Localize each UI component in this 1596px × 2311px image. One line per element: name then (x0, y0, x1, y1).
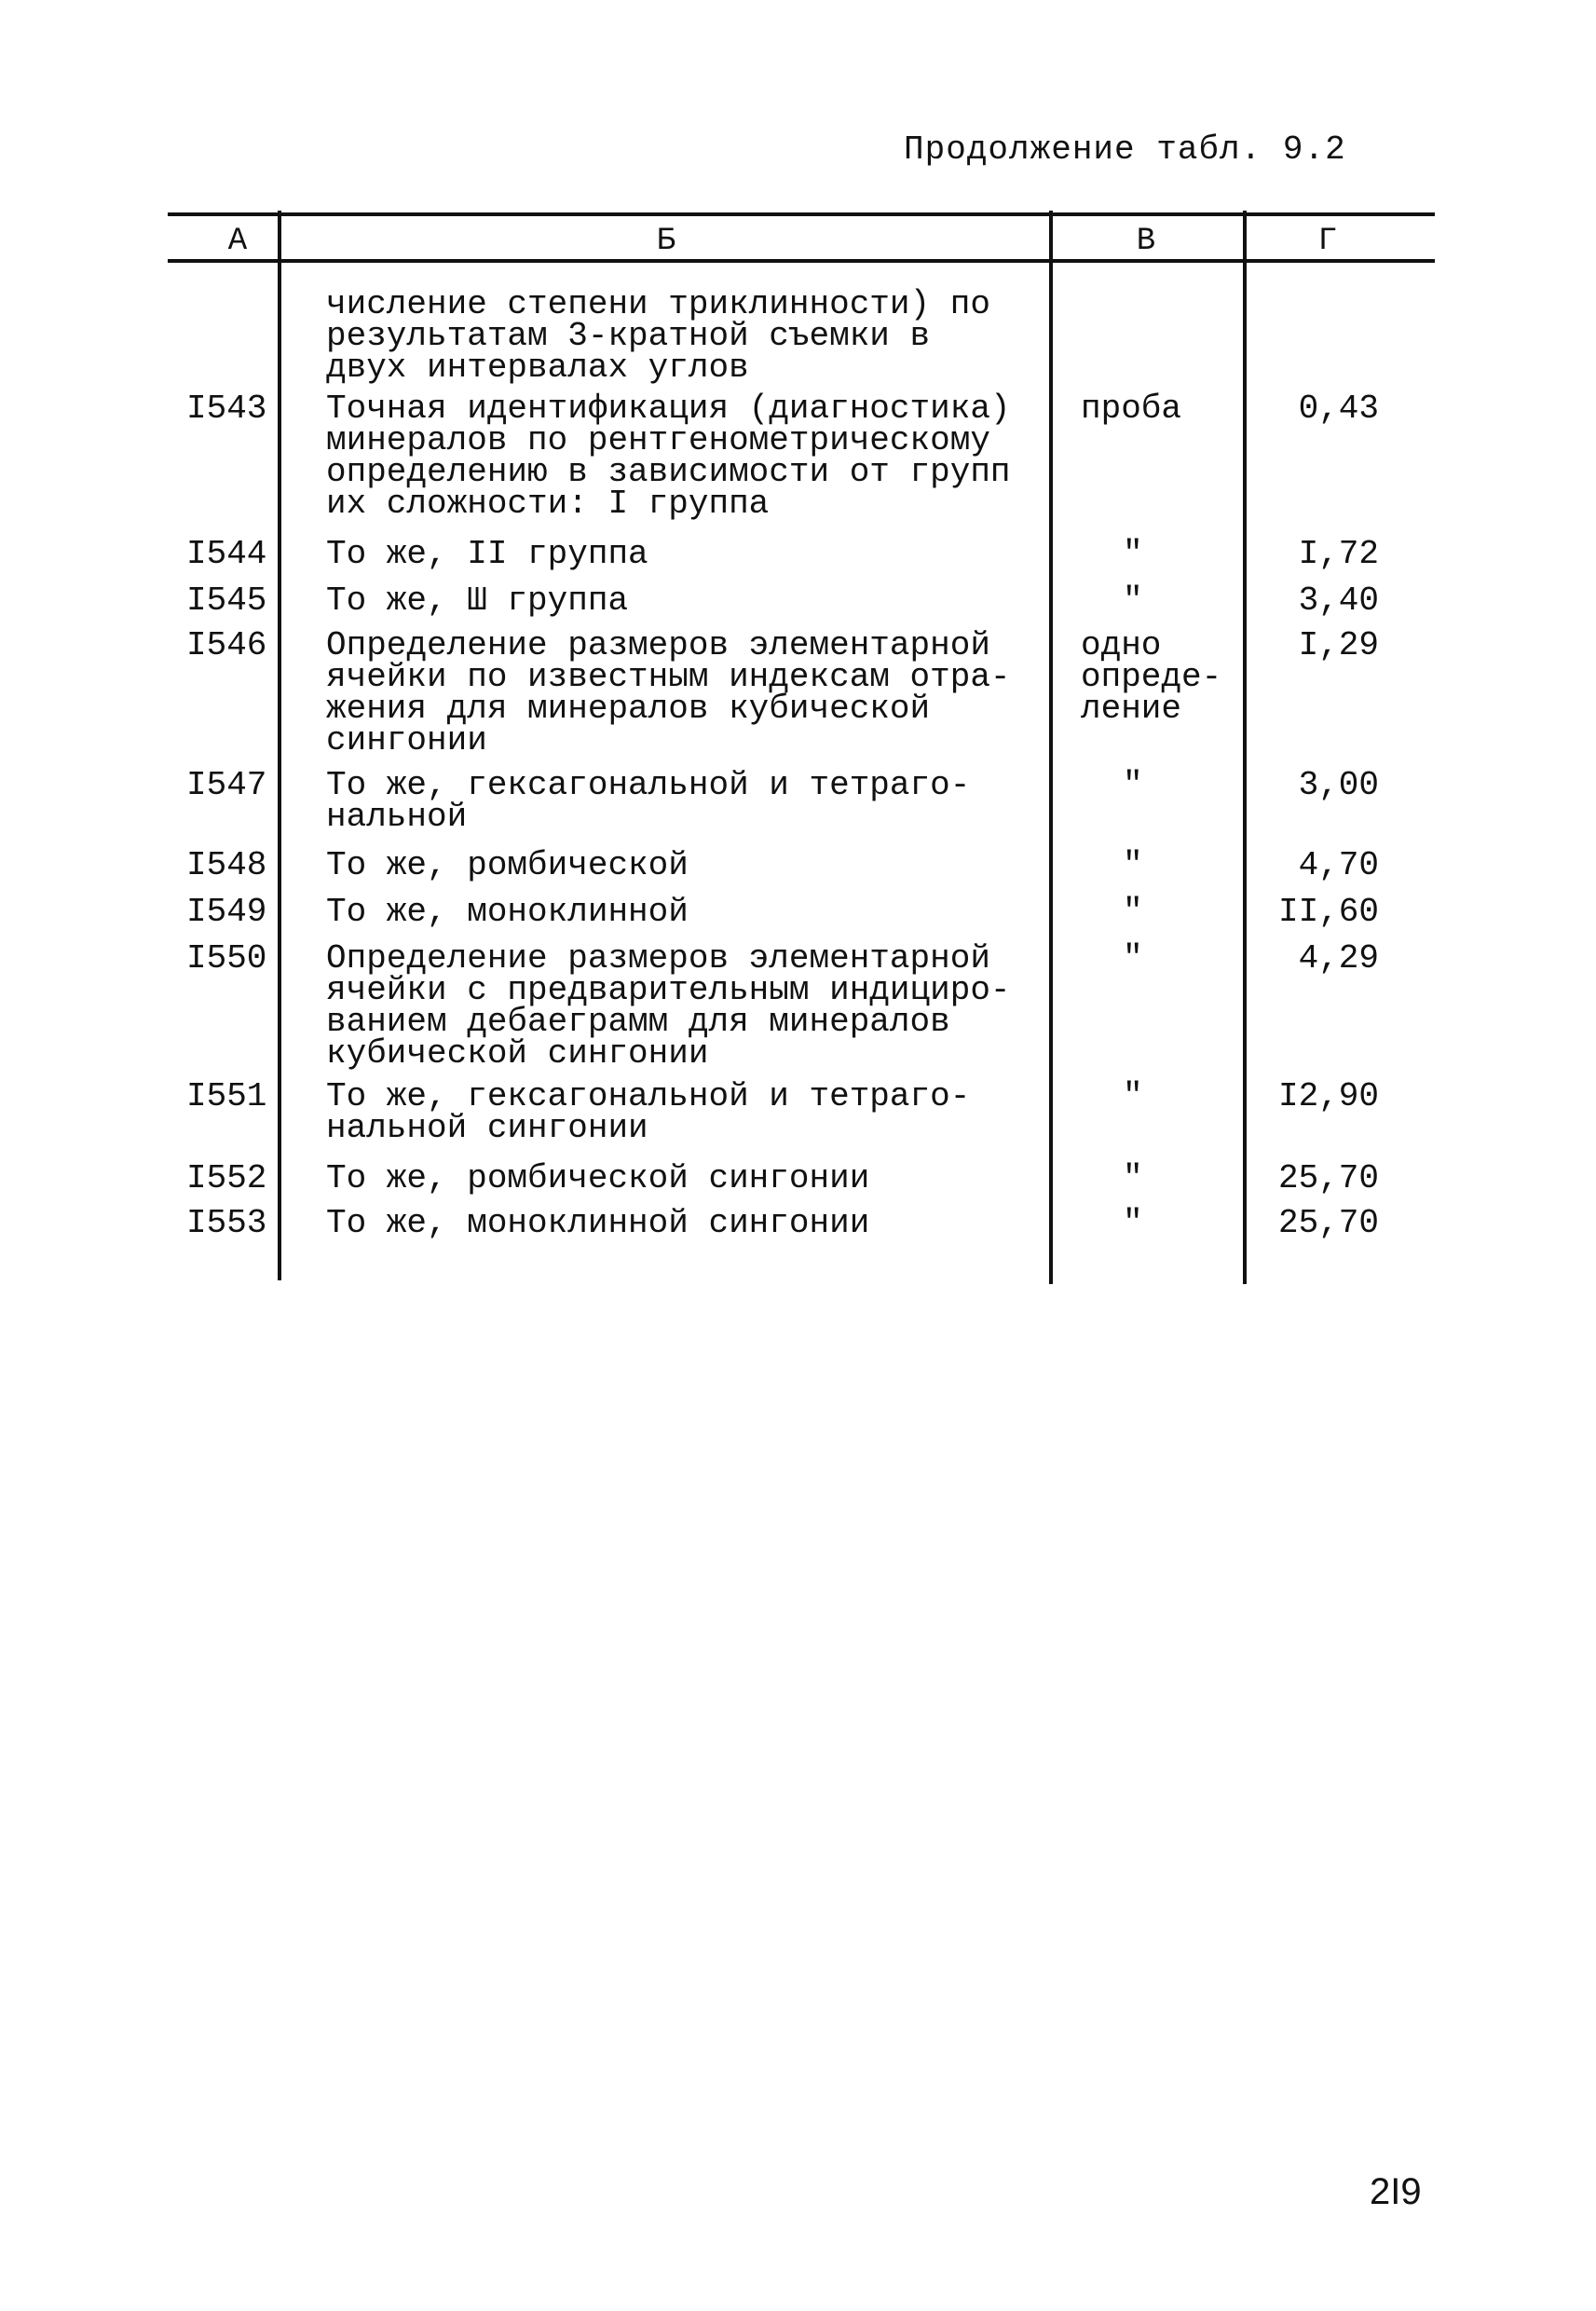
row-price: I2,90 (1277, 1077, 1379, 1115)
row-price: 3,00 (1298, 766, 1379, 804)
row-price: 4,29 (1298, 939, 1379, 978)
row-number: I547 (186, 766, 267, 804)
row-price: 4,70 (1298, 846, 1379, 884)
row-description: Определение размеров элементарной ячейки с предварительным индициро- ванием дебаеграмм для минералов кубической сингонии (326, 939, 1011, 1073)
row-description: То же, ромбической сингонии (326, 1159, 870, 1197)
row-number: I548 (186, 846, 267, 884)
row-unit: одно опреде- ление (1081, 626, 1222, 728)
row-price: 0,43 (1298, 390, 1379, 428)
row-number: I543 (186, 390, 267, 428)
row-number: I544 (186, 535, 267, 573)
row-price: 25,70 (1277, 1159, 1379, 1197)
header-b: Б (656, 224, 676, 259)
row-description: То же, II группа (326, 535, 648, 573)
row-unit: " (1123, 535, 1143, 573)
row-number: I549 (186, 893, 267, 931)
row-unit: " (1123, 1159, 1143, 1197)
row-price: II,60 (1277, 893, 1379, 931)
row-unit: " (1123, 1204, 1143, 1242)
row-unit: " (1123, 766, 1143, 804)
column-divider-b (1049, 211, 1053, 1284)
row-unit: " (1123, 939, 1143, 978)
row-price: 25,70 (1277, 1204, 1379, 1242)
row-unit: проба (1081, 390, 1182, 428)
row-price: 3,40 (1298, 581, 1379, 620)
row-description: Точная идентификация (диагностика) минералов по рентгенометрическому определению в зависимости от групп их сложности: I группа (326, 390, 1011, 523)
column-divider-a (278, 211, 281, 1280)
row-number: I550 (186, 939, 267, 978)
page-number: 2I9 (1370, 2171, 1422, 2212)
row-description: То же, ромбической (326, 846, 689, 884)
row-unit: " (1123, 846, 1143, 884)
row-unit: " (1123, 1077, 1143, 1115)
header-a: А (227, 224, 248, 259)
header-c: В (1136, 224, 1156, 259)
row-price: I,72 (1298, 535, 1379, 573)
column-divider-c (1243, 211, 1247, 1284)
row-description: числение степени триклинности) по результатам 3-кратной съемки в двух интервалах углов (326, 285, 990, 387)
row-unit: " (1123, 893, 1143, 931)
row-unit: " (1123, 581, 1143, 620)
table-caption: Продолжение табл. 9.2 (904, 130, 1346, 169)
header-d: Г (1317, 224, 1338, 259)
row-price: I,29 (1298, 626, 1379, 664)
row-description: То же, гексагональной и тетраго- нальной (326, 766, 971, 836)
row-description: То же, Ш группа (326, 581, 629, 620)
row-number: I546 (186, 626, 267, 664)
row-number: I552 (186, 1159, 267, 1197)
row-description: То же, гексагональной и тетраго- нальной сингонии (326, 1077, 971, 1147)
row-number: I553 (186, 1204, 267, 1242)
row-description: То же, моноклинной (326, 893, 689, 931)
row-number: I551 (186, 1077, 267, 1115)
row-description: Определение размеров элементарной ячейки по известным индексам отра- жения для минералов кубической сингонии (326, 626, 1011, 759)
row-description: То же, моноклинной сингонии (326, 1204, 870, 1242)
row-number: I545 (186, 581, 267, 620)
